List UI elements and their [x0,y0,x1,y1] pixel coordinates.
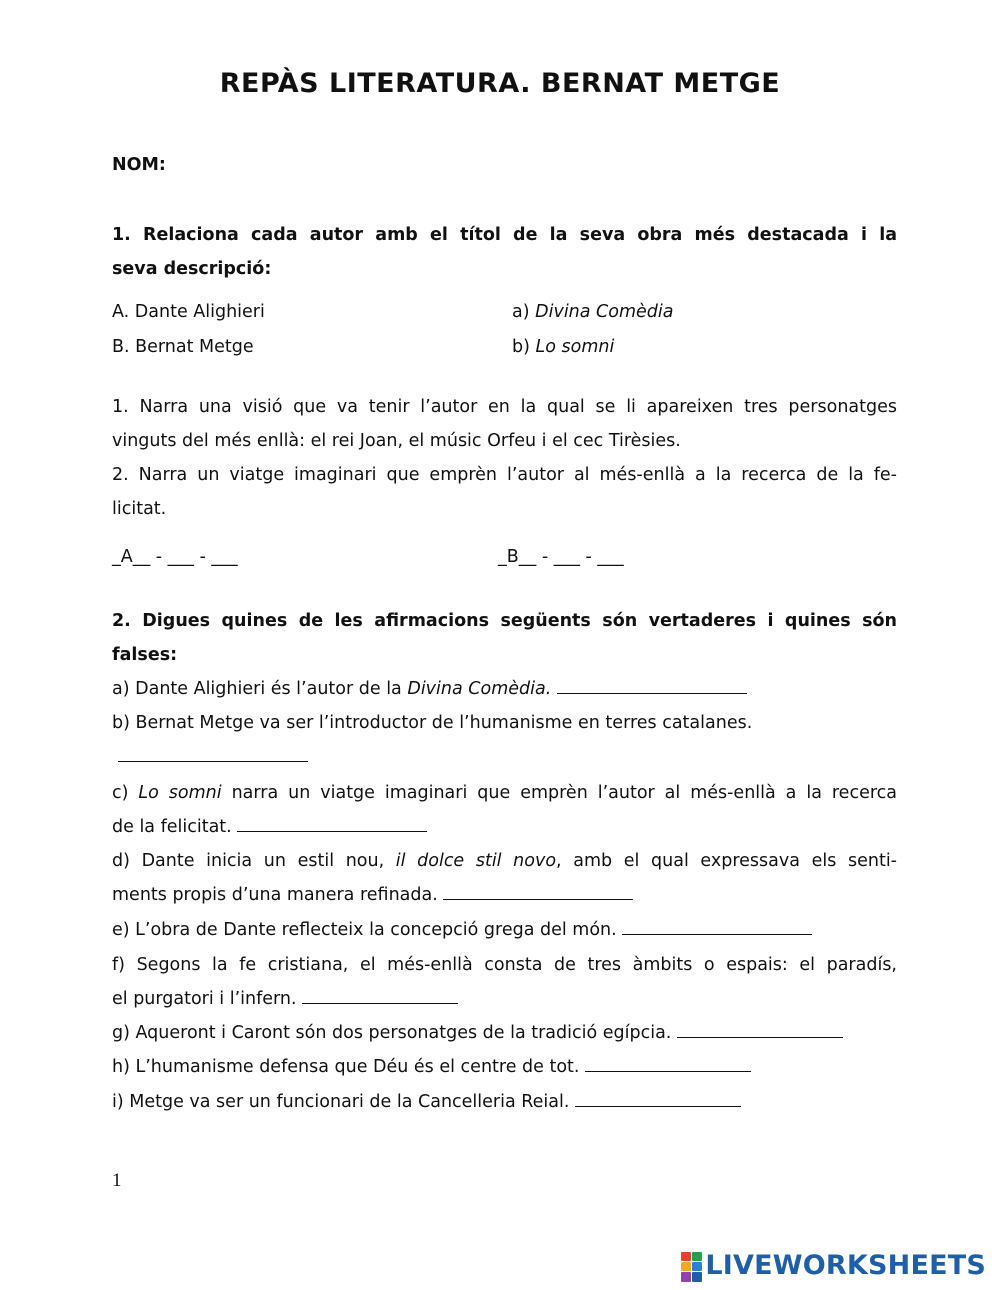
answer-blank-h[interactable] [585,1053,751,1072]
statement-b-blank-line [112,740,897,774]
statement-c-prefix: c) [112,783,139,803]
statement-e-text: e) L’obra de Dante reflecteix la concepció grega del món. [112,920,617,940]
liveworksheets-logo-text: LIVEWORKSHEETS [705,1250,986,1281]
statement-c-line2 [112,810,897,844]
statement-d-line1 [112,844,897,878]
desc1-line2: vinguts del més enllà: el rei Joan, el músic Orfeu i el cec Tirèsies. [112,431,681,451]
statement-b: b) Bernat Metge va ser l’introductor de l’humanisme en terres catalanes. [112,713,753,733]
statement-d-text2: ments propis d’una manera refinada. [112,885,438,905]
q2-heading-line1: 2. Digues quines de les afirmacions següents són vertaderes i quines són [112,611,897,631]
author-b: B. Bernat Metge [112,337,254,357]
statement-f-line2 [112,982,897,1016]
statement-i [112,1085,897,1119]
liveworksheets-logo-icon [681,1252,701,1280]
page-number: 1 [112,1170,122,1191]
statement-d-line2 [112,878,897,912]
statement-a [112,672,897,706]
statement-f-text2: el purgatori i l’infern. [112,989,297,1009]
statement-c-text2: de la felicitat. [112,817,232,837]
q2-heading-line2: falses: [112,645,178,665]
work-a-title: Divina Comèdia [535,302,674,322]
work-a-prefix: a) [512,302,536,322]
work-a [512,295,674,329]
answer-blank-c[interactable] [237,813,427,832]
statement-c-text: narra un viatge imaginari que emprèn l’autor al més-enllà a la recerca [221,783,897,803]
q1-heading-line1: 1. Relaciona cada autor amb el títol de la seva obra més destacada i la [112,225,897,245]
statement-i-text: i) Metge va ser un funcionari de la Cancelleria Reial. [112,1092,570,1112]
answer-blank-g[interactable] [677,1019,843,1038]
answer-blank-f[interactable] [302,985,458,1004]
desc2-line2: licitat. [112,499,167,519]
desc2-line1: 2. Narra un viatge imaginari que emprèn l’autor al més-enllà a la recerca de la fe- [112,465,897,485]
answer-blank-e[interactable] [622,916,812,935]
liveworksheets-logo [681,1250,986,1281]
statement-d-text: , amb el qual expressava els senti- [556,851,897,871]
desc1-line1: 1. Narra una visió que va tenir l’autor en la qual se li apareixen tres personatges [112,397,897,417]
statement-h [112,1050,897,1084]
page-title: REPÀS LITERATURA. BERNAT METGE [219,68,781,99]
work-b-title: Lo somni [535,337,615,357]
statement-g-text: g) Aqueront i Caront són dos personatges de la tradició egípcia. [112,1023,672,1043]
statement-a-italic: Divina Comèdia. [407,679,552,699]
answer-a-field[interactable]: _A__ - ___ - ___ [112,547,238,567]
work-b-prefix: b) [512,337,536,357]
answer-blank-a[interactable] [557,675,747,694]
q1-heading-line2: seva descripció: [112,259,272,279]
author-a: A. Dante Alighieri [112,302,265,322]
work-b [512,330,614,364]
statement-d-prefix: d) Dante inicia un estil nou, [112,851,396,871]
name-label: NOM: [112,155,166,175]
statement-h-text: h) L’humanisme defensa que Déu és el centre de tot. [112,1057,580,1077]
statement-e [112,913,897,947]
statement-d-italic: il dolce stil novo [395,851,557,871]
statement-c-line1 [112,776,897,810]
answer-blank-b[interactable] [118,743,308,762]
answer-blank-d[interactable] [443,881,633,900]
statement-c-italic: Lo somni [138,783,222,803]
answer-blank-i[interactable] [575,1088,741,1107]
statement-f-line1: f) Segons la fe cristiana, el més-enllà consta de tres àmbits o espais: el paradís, [112,955,897,975]
statement-a-text: a) Dante Alighieri és l’autor de la [112,679,408,699]
statement-g [112,1016,897,1050]
answer-b-field[interactable]: _B__ - ___ - ___ [498,547,624,567]
